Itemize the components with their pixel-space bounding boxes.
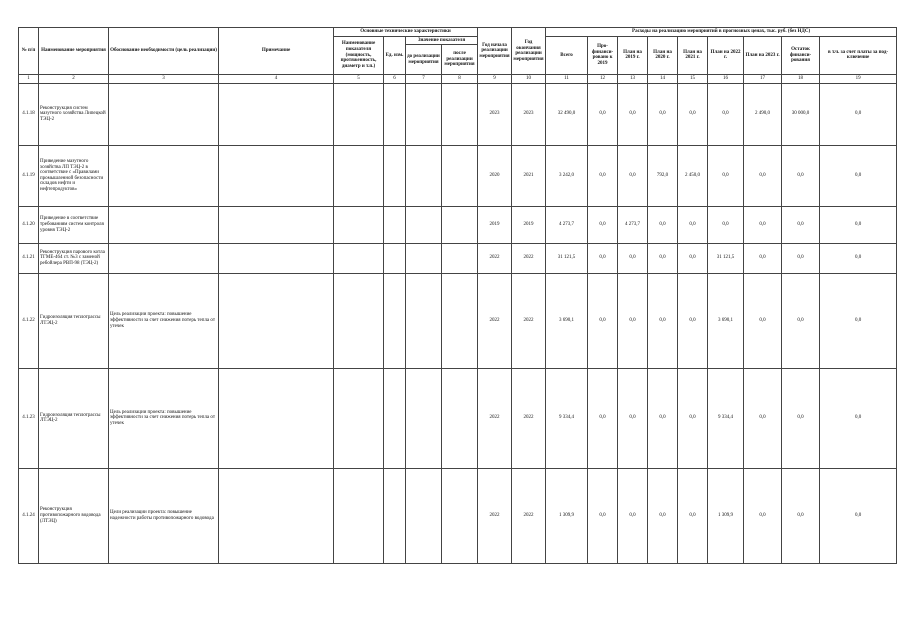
row-justification — [109, 83, 219, 145]
row-incl-fee: 0,0 — [820, 243, 897, 273]
table-row — [19, 83, 897, 145]
header-plan-2021: План на 2021 г. — [678, 36, 708, 75]
row-plan-2021: 0,0 — [678, 368, 708, 468]
investment-table — [18, 27, 897, 564]
row-before — [406, 468, 442, 563]
row-after — [442, 83, 478, 145]
row-plan-2019: 0,0 — [618, 83, 648, 145]
row-plan-2023: 0,0 — [744, 206, 782, 243]
row-total: 3 690,1 — [546, 273, 588, 368]
header-financed-2019: Про-финанси-ровано к 2019 — [588, 36, 618, 75]
row-start-year: 2022 — [478, 273, 512, 368]
row-remainder: 0,0 — [782, 145, 820, 206]
row-note — [219, 468, 334, 563]
row-tech-name — [334, 468, 384, 563]
header-unit: Ед. изм. — [384, 36, 406, 75]
row-plan-2022: 0,0 — [708, 83, 744, 145]
row-plan-2021: 0,0 — [678, 273, 708, 368]
row-after — [442, 145, 478, 206]
table-row — [19, 243, 897, 273]
header-start-year: Год начала реализации мероприятия — [478, 28, 512, 75]
row-before — [406, 206, 442, 243]
col-number: 17 — [744, 75, 782, 84]
row-remainder: 0,0 — [782, 368, 820, 468]
row-unit — [384, 83, 406, 145]
table-row — [19, 145, 897, 206]
row-end-year: 2019 — [512, 206, 546, 243]
col-number: 12 — [588, 75, 618, 84]
row-plan-2022: 3 690,1 — [708, 273, 744, 368]
row-tech-name — [334, 273, 384, 368]
header-after: после реализации мероприятия — [442, 45, 478, 75]
header-cost-group: Расходы на реализацию мероприятий в прогнозных ценах, тыс. руб. (без НДС) — [546, 28, 897, 37]
row-plan-2023: 0,0 — [744, 368, 782, 468]
row-before — [406, 243, 442, 273]
row-plan-2020: 0,0 — [648, 273, 678, 368]
col-number: 5 — [334, 75, 384, 84]
row-plan-2019: 0,0 — [618, 243, 648, 273]
row-note — [219, 273, 334, 368]
row-financed-2019: 0,0 — [588, 145, 618, 206]
row-start-year: 2022 — [478, 468, 512, 563]
row-number: 4.1.19 — [19, 145, 39, 206]
row-plan-2019: 0,0 — [618, 145, 648, 206]
row-justification — [109, 145, 219, 206]
col-number: 9 — [478, 75, 512, 84]
row-name: Приведение мазутного хозяйства ЛП ТЭЦ-2 в соответствие с «Правилами промышленной безопасности складов нефти и нефтепродуктов» — [39, 145, 109, 206]
row-end-year: 2023 — [512, 83, 546, 145]
row-start-year: 2019 — [478, 206, 512, 243]
row-incl-fee: 0,0 — [820, 273, 897, 368]
row-remainder: 0,0 — [782, 206, 820, 243]
column-number-row — [19, 75, 897, 84]
col-number: 11 — [546, 75, 588, 84]
header-plan-2023: План на 2023 г. — [744, 36, 782, 75]
row-start-year: 2022 — [478, 243, 512, 273]
row-end-year: 2022 — [512, 273, 546, 368]
row-start-year: 2020 — [478, 145, 512, 206]
row-note — [219, 206, 334, 243]
row-plan-2020: 792,0 — [648, 145, 678, 206]
row-financed-2019: 0,0 — [588, 206, 618, 243]
row-before — [406, 368, 442, 468]
row-tech-name — [334, 83, 384, 145]
row-number: 4.1.21 — [19, 243, 39, 273]
row-plan-2023: 0,0 — [744, 468, 782, 563]
row-plan-2020: 0,0 — [648, 206, 678, 243]
row-plan-2023: 0,0 — [744, 243, 782, 273]
row-incl-fee: 0,0 — [820, 206, 897, 243]
row-plan-2022: 1 309,9 — [708, 468, 744, 563]
row-name: Гидроизоляция теплотрассы ЛТЭЦ-2 — [39, 368, 109, 468]
col-number: 6 — [384, 75, 406, 84]
row-name: Реконструкция противопожарного водовода (ЛТЭЦ) — [39, 468, 109, 563]
row-total: 32 490,0 — [546, 83, 588, 145]
row-before — [406, 145, 442, 206]
col-number: 3 — [109, 75, 219, 84]
col-number: 16 — [708, 75, 744, 84]
row-after — [442, 468, 478, 563]
row-end-year: 2022 — [512, 468, 546, 563]
document-page — [18, 27, 896, 587]
header-value-group: Значение показателя — [406, 36, 478, 45]
row-justification — [109, 206, 219, 243]
row-remainder: 0,0 — [782, 243, 820, 273]
header-total: Всего — [546, 36, 588, 75]
col-number: 7 — [406, 75, 442, 84]
header-tech-group: Основные технические характеристики — [334, 28, 478, 37]
row-unit — [384, 243, 406, 273]
row-plan-2021: 0,0 — [678, 206, 708, 243]
row-plan-2020: 0,0 — [648, 243, 678, 273]
row-total: 31 121,5 — [546, 243, 588, 273]
row-incl-fee: 0,0 — [820, 368, 897, 468]
row-remainder: 0,0 — [782, 468, 820, 563]
col-number: 2 — [39, 75, 109, 84]
row-after — [442, 273, 478, 368]
row-justification: Цель реализации проекта: повышение эффективности за счет снижения потерь тепла от утечек — [109, 273, 219, 368]
table-row — [19, 206, 897, 243]
header-before: до реализации мероприятия — [406, 45, 442, 75]
row-plan-2021: 0,0 — [678, 468, 708, 563]
row-plan-2019: 0,0 — [618, 273, 648, 368]
row-start-year: 2022 — [478, 368, 512, 468]
row-financed-2019: 0,0 — [588, 83, 618, 145]
row-note — [219, 83, 334, 145]
row-name: Реконструкция парового котла ТГМЕ-464 ст. №3 с заменой ребойлера РВП-98 (ТЭЦ-2) — [39, 243, 109, 273]
row-tech-name — [334, 206, 384, 243]
row-plan-2022: 0,0 — [708, 145, 744, 206]
col-number: 14 — [648, 75, 678, 84]
row-tech-name — [334, 368, 384, 468]
row-plan-2019: 0,0 — [618, 368, 648, 468]
row-plan-2020: 0,0 — [648, 468, 678, 563]
header-no: № п/п — [19, 28, 39, 75]
row-financed-2019: 0,0 — [588, 468, 618, 563]
row-unit — [384, 468, 406, 563]
row-end-year: 2022 — [512, 368, 546, 468]
table-row — [19, 273, 897, 368]
col-number: 19 — [820, 75, 897, 84]
row-financed-2019: 0,0 — [588, 243, 618, 273]
row-total: 9 334,4 — [546, 368, 588, 468]
col-number: 8 — [442, 75, 478, 84]
col-number: 1 — [19, 75, 39, 84]
row-number: 4.1.24 — [19, 468, 39, 563]
row-name: Приведение в соответствие требованиям систем контроля уровня ТЭЦ-2 — [39, 206, 109, 243]
table-row — [19, 468, 897, 563]
col-number: 15 — [678, 75, 708, 84]
row-note — [219, 368, 334, 468]
row-number: 4.1.23 — [19, 368, 39, 468]
row-before — [406, 83, 442, 145]
row-name: Гидроизоляция теплотрассы ЛТЭЦ-2 — [39, 273, 109, 368]
row-start-year: 2023 — [478, 83, 512, 145]
header-tech-name: Наименование показателя (мощность, протяженность, диаметр и т.п.) — [334, 36, 384, 75]
row-plan-2019: 0,0 — [618, 468, 648, 563]
col-number: 10 — [512, 75, 546, 84]
row-plan-2022: 9 334,4 — [708, 368, 744, 468]
row-justification: Цели реализации проекта: повышение надежности работы противопожарного водовода — [109, 468, 219, 563]
header-end-year: Год окончания реализации мероприятия — [512, 28, 546, 75]
row-note — [219, 243, 334, 273]
row-end-year: 2022 — [512, 243, 546, 273]
row-plan-2023: 0,0 — [744, 273, 782, 368]
row-remainder: 0,0 — [782, 273, 820, 368]
row-number: 4.1.20 — [19, 206, 39, 243]
row-after — [442, 206, 478, 243]
header-name: Наименование мероприятия — [39, 28, 109, 75]
row-note — [219, 145, 334, 206]
col-number: 4 — [219, 75, 334, 84]
data-rows — [19, 83, 897, 563]
row-after — [442, 243, 478, 273]
row-financed-2019: 0,0 — [588, 273, 618, 368]
row-number: 4.1.22 — [19, 273, 39, 368]
row-financed-2019: 0,0 — [588, 368, 618, 468]
header-remainder: Остаток финанси-рования — [782, 36, 820, 75]
row-justification — [109, 243, 219, 273]
row-tech-name — [334, 145, 384, 206]
row-plan-2023: 0,0 — [744, 145, 782, 206]
col-number: 18 — [782, 75, 820, 84]
row-total: 4 273,7 — [546, 206, 588, 243]
header-row-1 — [19, 28, 897, 37]
row-total: 1 309,9 — [546, 468, 588, 563]
header-plan-2022: План на 2022 г. — [708, 36, 744, 75]
row-number: 4.1.18 — [19, 83, 39, 145]
row-unit — [384, 145, 406, 206]
row-plan-2022: 0,0 — [708, 206, 744, 243]
row-plan-2020: 0,0 — [648, 83, 678, 145]
row-end-year: 2021 — [512, 145, 546, 206]
row-plan-2020: 0,0 — [648, 368, 678, 468]
row-unit — [384, 206, 406, 243]
header-plan-2020: План на 2020 г. — [648, 36, 678, 75]
row-unit — [384, 368, 406, 468]
row-plan-2021: 0,0 — [678, 243, 708, 273]
row-plan-2021: 2 450,0 — [678, 145, 708, 206]
table-row — [19, 368, 897, 468]
row-total: 3 242,0 — [546, 145, 588, 206]
row-justification: Цель реализации проекта: повышение эффективности за счет снижения потерь тепла от утечек — [109, 368, 219, 468]
row-unit — [384, 273, 406, 368]
row-plan-2023: 2 490,0 — [744, 83, 782, 145]
header-incl-fee: в т.ч. за счет платы за под-ключение — [820, 36, 897, 75]
row-plan-2022: 31 121,5 — [708, 243, 744, 273]
header-plan-2019: План на 2019 г. — [618, 36, 648, 75]
row-incl-fee: 0,0 — [820, 83, 897, 145]
row-incl-fee: 0,0 — [820, 145, 897, 206]
row-before — [406, 273, 442, 368]
row-plan-2021: 0,0 — [678, 83, 708, 145]
row-incl-fee: 0,0 — [820, 468, 897, 563]
row-tech-name — [334, 243, 384, 273]
row-plan-2019: 4 273,7 — [618, 206, 648, 243]
col-number: 13 — [618, 75, 648, 84]
row-after — [442, 368, 478, 468]
row-name: Реконструкция систем мазутного хозяйства Липецкой ТЭЦ-2 — [39, 83, 109, 145]
row-remainder: 30 000,0 — [782, 83, 820, 145]
header-note: Примечание — [219, 28, 334, 75]
header-justification: Обоснование необходимости (цель реализации) — [109, 28, 219, 75]
